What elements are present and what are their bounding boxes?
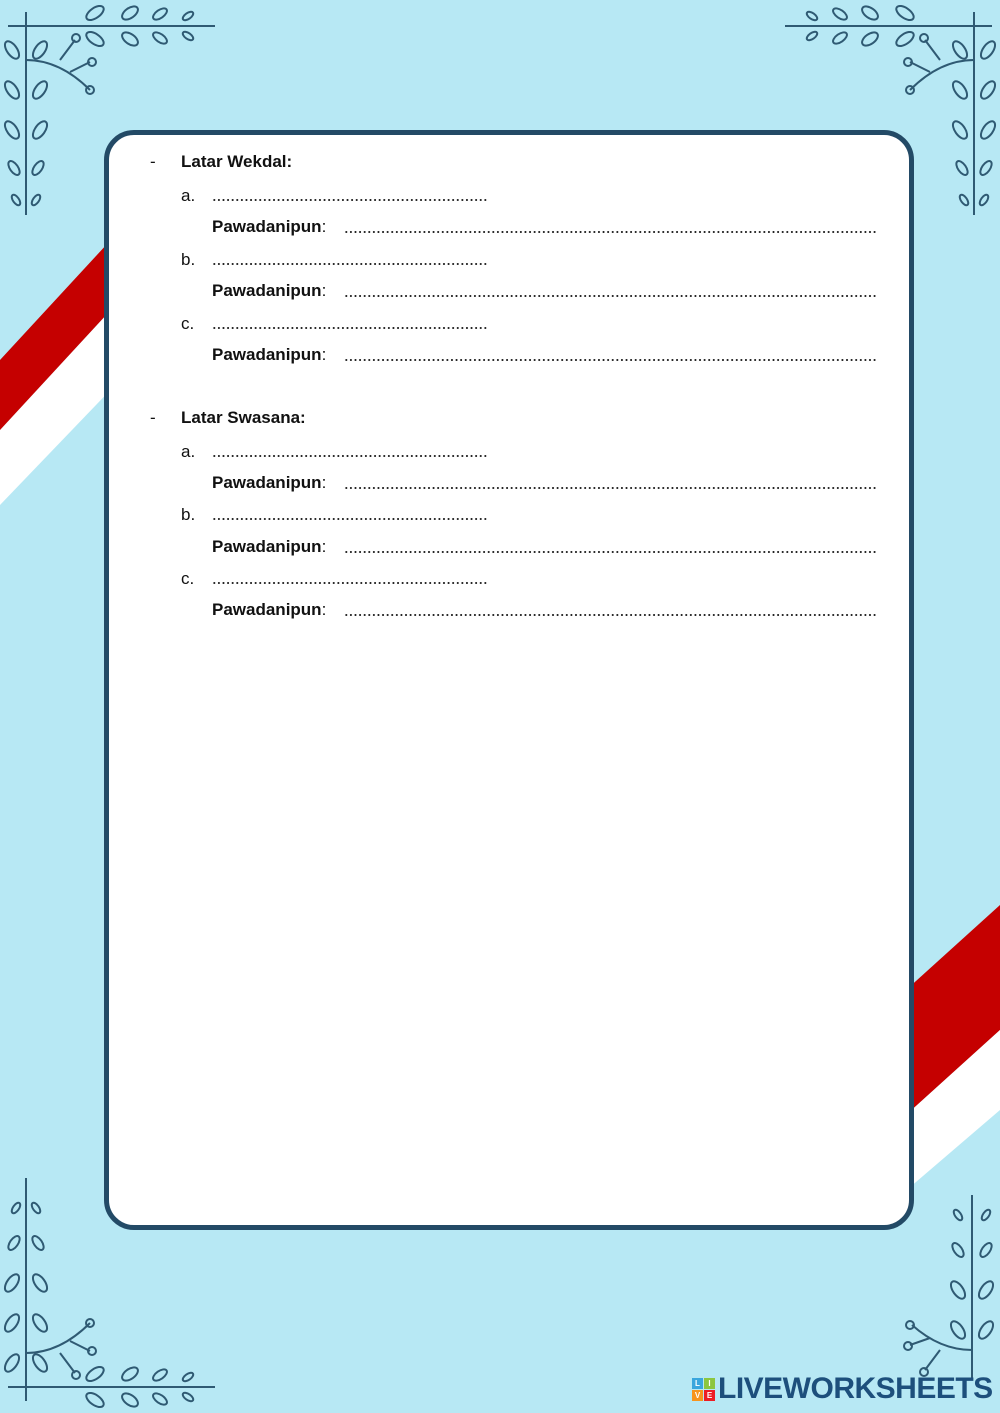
- pawadanipun-label: Pawadanipun:: [212, 217, 327, 236]
- answer-blank-short[interactable]: [212, 261, 488, 267]
- section-dash: -: [150, 152, 156, 171]
- section-heading-latar-wekdal: [150, 152, 292, 172]
- section-heading-latar-swasana: [150, 408, 306, 428]
- answer-blank-short[interactable]: [212, 580, 488, 586]
- answer-blank-long[interactable]: [344, 612, 876, 618]
- liveworksheets-logo-icon: L I V E: [692, 1378, 715, 1401]
- answer-blank-short[interactable]: [212, 325, 488, 331]
- pawadanipun-label: Pawadanipun:: [212, 345, 327, 364]
- answer-blank-long[interactable]: [344, 485, 876, 491]
- section-title: Latar Wekdal:: [181, 152, 293, 171]
- floral-ornament-bottom-right: [904, 1195, 996, 1380]
- section-dash: -: [150, 408, 156, 427]
- liveworksheets-text: LIVEWORKSHEETS: [718, 1372, 993, 1405]
- answer-blank-long[interactable]: [344, 549, 876, 555]
- liveworksheets-watermark[interactable]: [692, 1372, 993, 1406]
- item-letter: b.: [181, 250, 196, 269]
- pawadanipun-label: Pawadanipun:: [212, 473, 327, 492]
- answer-blank-long[interactable]: [344, 229, 876, 235]
- pawadanipun-label: Pawadanipun:: [212, 600, 327, 619]
- item-letter: b.: [181, 505, 196, 524]
- answer-blank-short[interactable]: [212, 516, 488, 522]
- item-letter: c.: [181, 569, 195, 588]
- answer-blank-long[interactable]: [344, 293, 876, 299]
- answer-blank-short[interactable]: [212, 453, 488, 459]
- answer-blank-short[interactable]: [212, 197, 488, 203]
- answer-blank-long[interactable]: [344, 357, 876, 363]
- item-letter: c.: [181, 314, 195, 333]
- pawadanipun-label: Pawadanipun:: [212, 537, 327, 556]
- item-letter: a.: [181, 442, 196, 461]
- pawadanipun-label: Pawadanipun:: [212, 281, 327, 300]
- item-letter: a.: [181, 186, 196, 205]
- section-title: Latar Swasana:: [181, 408, 306, 427]
